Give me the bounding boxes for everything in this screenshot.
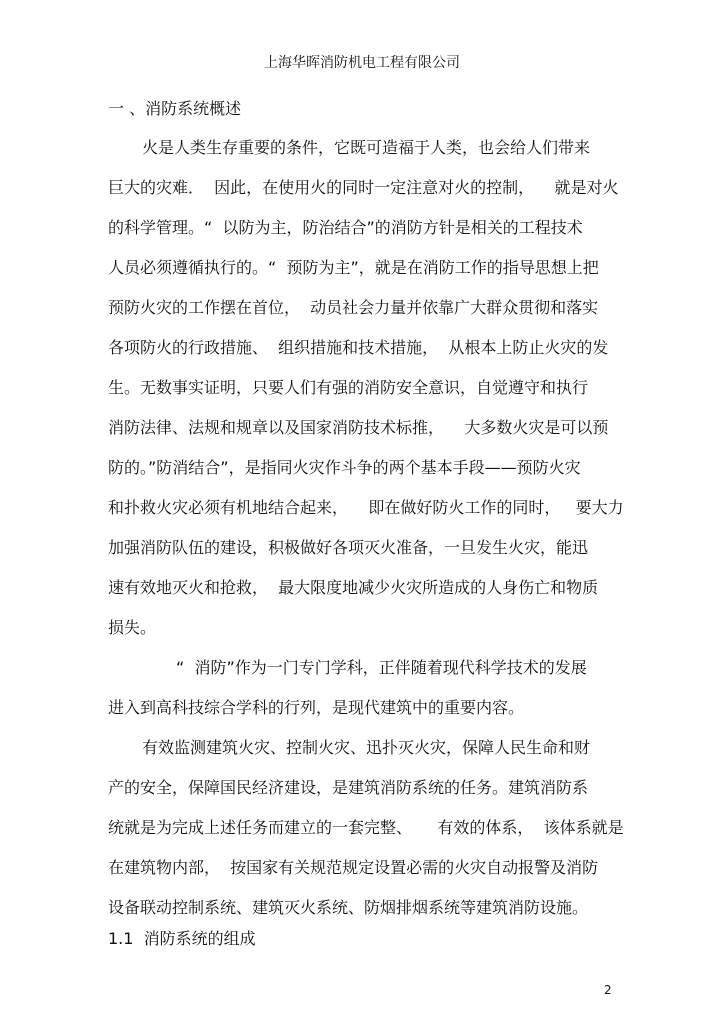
paragraph-2-line-1: “ 消防”作为一门专门学科，正伴随着现代科学技术的发展 (176, 658, 587, 677)
paragraph-1-line-1: 火是人类生存重要的条件，它既可造福于人类，也会给人们带来 (142, 138, 591, 157)
section-title: 一 、消防系统概述 (108, 99, 242, 118)
paragraph-1-line-4: 人员必须遵循执行的。“ 预防为主”，就是在消防工作的指导思想上把 (108, 258, 599, 277)
paragraph-2-line-2: 进入到高科技综合学科的行列，是现代建筑中的重要内容。 (108, 698, 525, 717)
paragraph-1-line-7: 生。无数事实证明，只要人们有强的消防安全意识，自觉遵守和执行 (108, 378, 589, 397)
page-number: 2 (604, 983, 612, 997)
paragraph-1-line-5: 预防火灾的工作摆在首位， 动员社会力量并依靠广大群众贯彻和落实 (108, 298, 599, 317)
paragraph-1-line-9: 防的。”防消结合”，是指同火灾作斗争的两个基本手段——预防火灾 (108, 458, 581, 477)
paragraph-3-line-4: 在建筑物内部， 按国家有关规范规定设置必需的火灾自动报警及消防 (108, 858, 599, 877)
paragraph-3-line-1: 有效监测建筑火灾、控制火灾、迅扑灭火灾，保障人民生命和财 (142, 738, 591, 757)
paragraph-3-line-5: 设备联动控制系统、建筑灭火系统、防烟排烟系统等建筑消防设施。 (108, 898, 589, 917)
paragraph-1-line-2: 巨大的灾难． 因此，在使用火的同时一定注意对火的控制， 就是对火 (108, 178, 619, 197)
page-header: 上海华晖消防机电工程有限公司 (264, 55, 460, 71)
paragraph-3-line-2: 产的安全，保障国民经济建设，是建筑消防系统的任务。建筑消防系 (108, 778, 589, 797)
paragraph-1-line-10: 和扑救火灾必须有机地结合起来， 即在做好防火工作的同时， 要大力 (108, 498, 624, 517)
paragraph-1-line-6: 各项防火的行政措施、 组织措施和技术措施， 从根本上防止火灾的发 (108, 338, 609, 357)
subsection-title: 1.1 消防系统的组成 (108, 929, 256, 948)
paragraph-1-line-8: 消防法律、法规和规章以及国家消防技术标推， 大多数火灾是可以预 (108, 418, 609, 437)
paragraph-1-line-3: 的科学管理。“ 以防为主，防治结合”的消防方针是相关的工程技术 (108, 218, 583, 237)
header-rule (106, 80, 618, 81)
paragraph-1-line-11: 加强消防队伍的建设，积极做好各项灭火准备，一旦发生火灾，能迅 (108, 538, 589, 557)
paragraph-3-line-3: 统就是为完成上述任务而建立的一套完整、 有效的体系， 该体系就是 (108, 818, 624, 837)
paragraph-1-line-13: 损失。 (108, 618, 157, 637)
paragraph-1-line-12: 速有效地灭火和抢救， 最大限度地减少火灾所造成的人身伤亡和物质 (108, 578, 599, 597)
